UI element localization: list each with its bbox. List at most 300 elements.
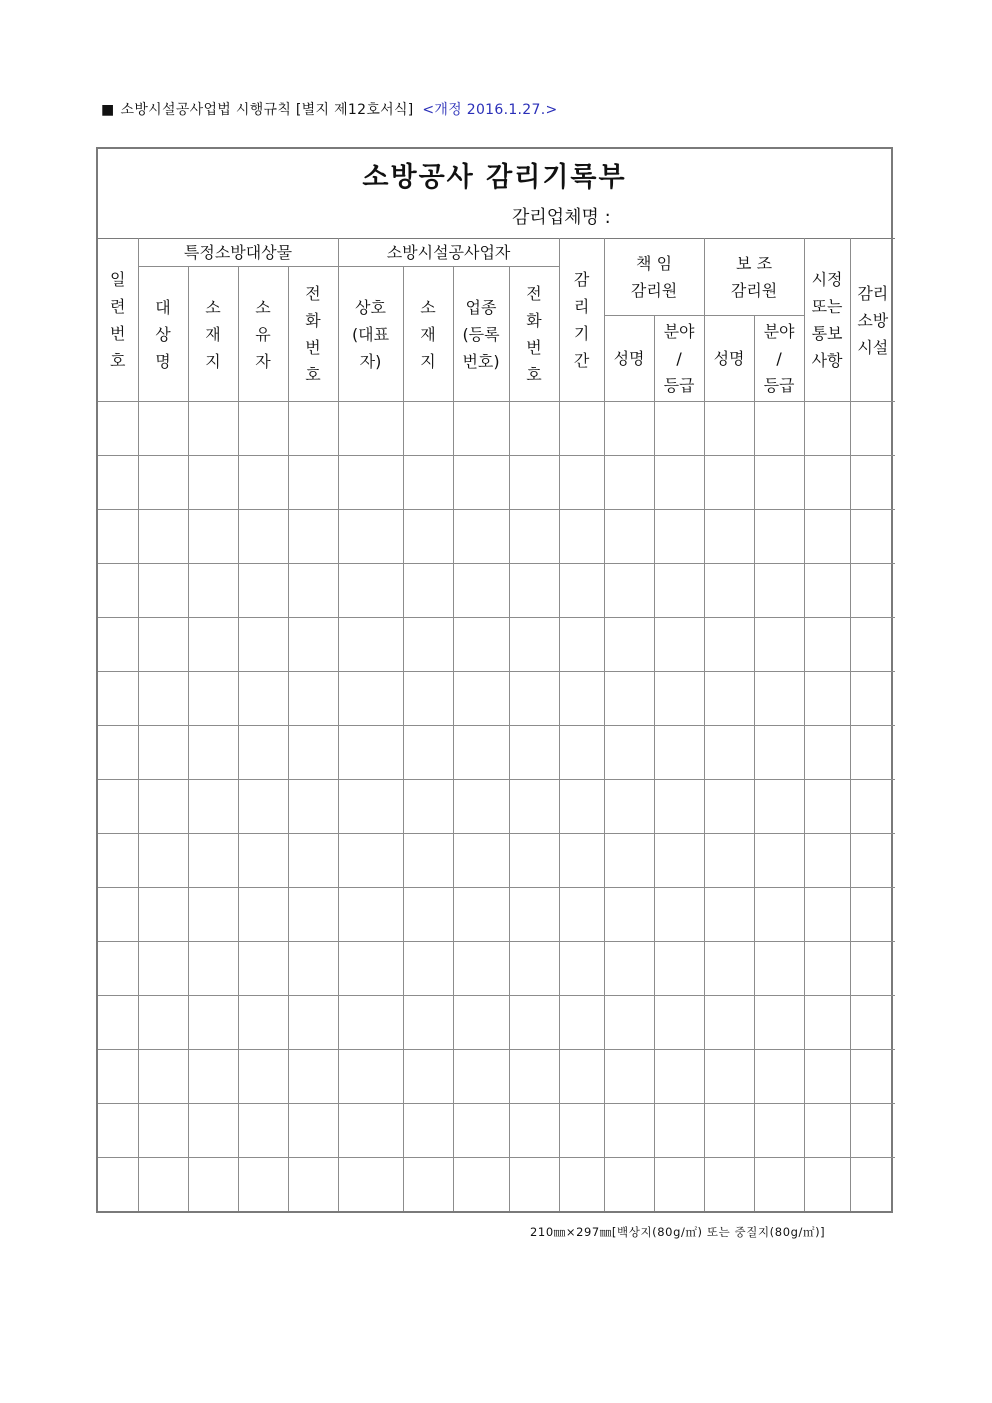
header-line: 소 — [255, 297, 271, 317]
header-line: 상 — [155, 324, 171, 344]
blank-cell[interactable] — [138, 510, 188, 564]
blank-cell[interactable] — [403, 1158, 453, 1212]
blank-cell[interactable] — [754, 618, 804, 672]
header-contractor-business-text — [454, 294, 509, 375]
blank-cell[interactable] — [654, 672, 704, 726]
blank-cell[interactable] — [98, 780, 138, 834]
blank-cell[interactable] — [403, 510, 453, 564]
blank-cell[interactable] — [850, 888, 895, 942]
blank-cell[interactable] — [453, 1104, 509, 1158]
blank-cell[interactable] — [604, 1104, 654, 1158]
blank-cell[interactable] — [338, 888, 403, 942]
blank-cell[interactable] — [850, 834, 895, 888]
blank-cell[interactable] — [604, 618, 654, 672]
blank-cell[interactable] — [604, 402, 654, 456]
blank-cell[interactable] — [238, 1050, 288, 1104]
blank-cell[interactable] — [238, 1104, 288, 1158]
blank-cell[interactable] — [754, 726, 804, 780]
blank-cell[interactable] — [338, 618, 403, 672]
header-line: 명 — [155, 351, 171, 371]
blank-cell[interactable] — [704, 1050, 754, 1104]
legal-basis-text: 소방시설공사업법 시행규칙 [별지 제12호서식] — [120, 102, 414, 118]
blank-cell[interactable] — [509, 942, 559, 996]
header-contractor-name-text — [339, 294, 403, 375]
blank-cell[interactable] — [338, 726, 403, 780]
blank-cell[interactable] — [98, 618, 138, 672]
blank-cell[interactable] — [453, 402, 509, 456]
blank-cell[interactable] — [238, 780, 288, 834]
table-row — [98, 996, 895, 1050]
blank-cell[interactable] — [288, 564, 338, 618]
blank-cell[interactable] — [804, 564, 850, 618]
revision-note: <개정 2016.1.27.> — [422, 102, 558, 118]
blank-cell[interactable] — [804, 672, 850, 726]
table-row — [98, 402, 895, 456]
blank-cell[interactable] — [654, 564, 704, 618]
blank-cell[interactable] — [138, 618, 188, 672]
blank-cell[interactable] — [754, 1104, 804, 1158]
blank-cell[interactable] — [138, 888, 188, 942]
blank-cell[interactable] — [559, 456, 604, 510]
blank-cell[interactable] — [559, 942, 604, 996]
blank-cell[interactable] — [98, 1104, 138, 1158]
blank-cell[interactable] — [509, 1158, 559, 1212]
blank-cell[interactable] — [804, 726, 850, 780]
blank-cell[interactable] — [754, 510, 804, 564]
header-line: 지 — [420, 351, 436, 371]
blank-cell[interactable] — [403, 888, 453, 942]
blank-cell[interactable] — [804, 510, 850, 564]
header-facility — [850, 239, 895, 402]
header-line: 시정 — [811, 270, 843, 289]
blank-cell[interactable] — [559, 888, 604, 942]
blank-cell[interactable] — [338, 510, 403, 564]
blank-cell[interactable] — [238, 618, 288, 672]
form-title: 소방공사 감리기록부 — [362, 162, 627, 193]
header-assistant-name: 성명 — [704, 316, 754, 402]
blank-cell[interactable] — [654, 1158, 704, 1212]
blank-cell[interactable] — [704, 618, 754, 672]
blank-cell[interactable] — [403, 1050, 453, 1104]
blank-cell[interactable] — [704, 780, 754, 834]
blank-cell[interactable] — [138, 456, 188, 510]
blank-cell[interactable] — [338, 780, 403, 834]
blank-cell[interactable] — [850, 456, 895, 510]
blank-cell[interactable] — [188, 672, 238, 726]
blank-cell[interactable] — [704, 942, 754, 996]
blank-cell[interactable] — [654, 996, 704, 1050]
blank-cell[interactable] — [98, 726, 138, 780]
blank-cell[interactable] — [138, 1050, 188, 1104]
blank-cell[interactable] — [98, 1158, 138, 1212]
header-line: 사항 — [811, 351, 843, 370]
blank-cell[interactable] — [188, 1050, 238, 1104]
blank-cell[interactable] — [403, 996, 453, 1050]
blank-cell[interactable] — [804, 996, 850, 1050]
blank-cell[interactable] — [238, 888, 288, 942]
header-line: 등급 — [663, 376, 695, 395]
header-line: (등록 — [462, 324, 500, 344]
blank-cell[interactable] — [754, 1158, 804, 1212]
header-assistant-field — [754, 316, 804, 402]
blank-cell[interactable] — [754, 996, 804, 1050]
blank-cell[interactable] — [138, 1104, 188, 1158]
blank-cell[interactable] — [604, 510, 654, 564]
header-line: (대표 — [351, 324, 390, 344]
blank-cell[interactable] — [559, 618, 604, 672]
blank-cell[interactable] — [288, 1158, 338, 1212]
blank-cell[interactable] — [453, 510, 509, 564]
blank-cell[interactable] — [453, 456, 509, 510]
blank-cell[interactable] — [559, 564, 604, 618]
blank-cell[interactable] — [654, 942, 704, 996]
header-target-phone — [288, 267, 338, 402]
blank-cell[interactable] — [188, 402, 238, 456]
blank-cell[interactable] — [754, 780, 804, 834]
blank-cell[interactable] — [850, 1050, 895, 1104]
blank-cell[interactable] — [704, 834, 754, 888]
blank-cell[interactable] — [604, 672, 654, 726]
blank-cell[interactable] — [98, 564, 138, 618]
blank-cell[interactable] — [238, 996, 288, 1050]
blank-cell[interactable] — [850, 564, 895, 618]
blank-cell[interactable] — [288, 1050, 338, 1104]
blank-cell[interactable] — [509, 726, 559, 780]
blank-cell[interactable] — [559, 726, 604, 780]
blank-cell[interactable] — [654, 888, 704, 942]
blank-cell[interactable] — [188, 1158, 238, 1212]
blank-cell[interactable] — [804, 402, 850, 456]
blank-cell[interactable] — [238, 564, 288, 618]
blank-cell[interactable] — [98, 672, 138, 726]
blank-cell[interactable] — [850, 402, 895, 456]
blank-cell[interactable] — [453, 888, 509, 942]
header-line: 책 임 — [636, 254, 673, 273]
blank-cell[interactable] — [604, 834, 654, 888]
blank-cell[interactable] — [188, 996, 238, 1050]
blank-cell[interactable] — [850, 510, 895, 564]
blank-cell[interactable] — [403, 672, 453, 726]
blank-cell[interactable] — [403, 942, 453, 996]
blank-cell[interactable] — [188, 456, 238, 510]
blank-cell[interactable] — [654, 456, 704, 510]
blank-cell[interactable] — [453, 942, 509, 996]
blank-cell[interactable] — [704, 1104, 754, 1158]
blank-cell[interactable] — [704, 510, 754, 564]
blank-cell[interactable] — [559, 1158, 604, 1212]
blank-cell[interactable] — [338, 1158, 403, 1212]
blank-cell[interactable] — [754, 564, 804, 618]
blank-cell[interactable] — [453, 672, 509, 726]
blank-cell[interactable] — [338, 1050, 403, 1104]
blank-cell[interactable] — [188, 618, 238, 672]
blank-cell[interactable] — [654, 1104, 704, 1158]
blank-cell[interactable] — [850, 780, 895, 834]
blank-cell[interactable] — [288, 510, 338, 564]
blank-cell[interactable] — [604, 1158, 654, 1212]
blank-cell[interactable] — [98, 510, 138, 564]
blank-cell[interactable] — [403, 780, 453, 834]
table-row — [98, 1104, 895, 1158]
blank-cell[interactable] — [138, 834, 188, 888]
form-frame — [96, 147, 893, 1213]
blank-cell[interactable] — [238, 510, 288, 564]
header-assistant-field-text — [755, 318, 804, 399]
blank-cell[interactable] — [559, 402, 604, 456]
table-row — [98, 834, 895, 888]
blank-cell[interactable] — [604, 780, 654, 834]
blank-cell[interactable] — [338, 564, 403, 618]
header-line: 분야 — [763, 322, 795, 341]
blank-cell[interactable] — [288, 618, 338, 672]
blank-cell[interactable] — [288, 402, 338, 456]
blank-cell[interactable] — [188, 1104, 238, 1158]
table-row — [98, 456, 895, 510]
header-contractor-business — [453, 267, 509, 402]
blank-cell[interactable] — [604, 888, 654, 942]
blank-cell[interactable] — [98, 834, 138, 888]
blank-cell[interactable] — [804, 1104, 850, 1158]
blank-cell[interactable] — [188, 780, 238, 834]
blank-cell[interactable] — [804, 888, 850, 942]
blank-cell[interactable] — [403, 618, 453, 672]
blank-cell[interactable] — [804, 780, 850, 834]
blank-cell[interactable] — [559, 780, 604, 834]
table-row — [98, 672, 895, 726]
blank-cell[interactable] — [754, 942, 804, 996]
blank-cell[interactable] — [509, 996, 559, 1050]
header-facility-text — [851, 280, 896, 361]
blank-cell[interactable] — [138, 1158, 188, 1212]
blank-cell[interactable] — [338, 834, 403, 888]
blank-cell[interactable] — [338, 402, 403, 456]
blank-cell[interactable] — [98, 996, 138, 1050]
blank-cell[interactable] — [509, 456, 559, 510]
header-line: 련 — [110, 297, 126, 316]
blank-cell[interactable] — [238, 456, 288, 510]
blank-cell[interactable] — [288, 942, 338, 996]
header-line: 일 — [110, 270, 126, 289]
blank-cell[interactable] — [559, 1050, 604, 1104]
blank-cell[interactable] — [288, 1104, 338, 1158]
blank-cell[interactable] — [403, 402, 453, 456]
header-line: 자) — [359, 351, 382, 371]
blank-cell[interactable] — [238, 834, 288, 888]
blank-cell[interactable] — [338, 456, 403, 510]
blank-cell[interactable] — [654, 1050, 704, 1104]
blank-cell[interactable] — [704, 996, 754, 1050]
header-line: 리 — [573, 297, 590, 316]
blank-cell[interactable] — [403, 1104, 453, 1158]
blank-cell[interactable] — [704, 888, 754, 942]
blank-cell[interactable] — [654, 402, 704, 456]
blank-cell[interactable] — [453, 726, 509, 780]
blank-cell[interactable] — [138, 726, 188, 780]
blank-cell[interactable] — [704, 726, 754, 780]
header-assistant-supervisor — [704, 239, 804, 316]
blank-cell[interactable] — [453, 1158, 509, 1212]
blank-cell[interactable] — [453, 996, 509, 1050]
blank-cell[interactable] — [509, 888, 559, 942]
blank-cell[interactable] — [238, 942, 288, 996]
blank-cell[interactable] — [98, 888, 138, 942]
blank-cell[interactable] — [138, 564, 188, 618]
header-line: 화 — [526, 311, 542, 330]
blank-cell[interactable] — [509, 672, 559, 726]
blank-cell[interactable] — [654, 510, 704, 564]
blank-cell[interactable] — [509, 510, 559, 564]
header-line: 재 — [420, 324, 436, 344]
blank-cell[interactable] — [138, 402, 188, 456]
blank-cell[interactable] — [654, 618, 704, 672]
header-chief-field — [654, 316, 704, 402]
header-line: 번 — [526, 338, 542, 357]
blank-cell[interactable] — [98, 1050, 138, 1104]
blank-cell[interactable] — [850, 1104, 895, 1158]
company-label: 감리업체명 : — [512, 207, 611, 228]
header-line: 감 — [573, 270, 590, 289]
blank-cell[interactable] — [754, 834, 804, 888]
header-line: 번호) — [462, 351, 500, 371]
blank-cell[interactable] — [188, 510, 238, 564]
blank-cell[interactable] — [559, 996, 604, 1050]
blank-cell[interactable] — [604, 456, 654, 510]
blank-cell[interactable] — [559, 834, 604, 888]
blank-cell[interactable] — [509, 1050, 559, 1104]
blank-cell[interactable] — [604, 1050, 654, 1104]
blank-cell[interactable] — [754, 456, 804, 510]
blank-cell[interactable] — [403, 726, 453, 780]
blank-cell[interactable] — [288, 726, 338, 780]
blank-cell[interactable] — [138, 996, 188, 1050]
header-line: 화 — [305, 311, 321, 330]
blank-cell[interactable] — [338, 672, 403, 726]
blank-cell[interactable] — [98, 456, 138, 510]
blank-cell[interactable] — [704, 402, 754, 456]
header-period-text — [560, 266, 604, 374]
table-row — [98, 1158, 895, 1212]
blank-cell[interactable] — [288, 780, 338, 834]
blank-cell[interactable] — [338, 1104, 403, 1158]
blank-cell[interactable] — [804, 942, 850, 996]
blank-cell[interactable] — [403, 456, 453, 510]
header-line: 대 — [155, 297, 171, 317]
blank-cell[interactable] — [604, 942, 654, 996]
blank-cell[interactable] — [188, 942, 238, 996]
blank-cell[interactable] — [288, 456, 338, 510]
header-line: 지 — [205, 351, 221, 371]
blank-cell[interactable] — [238, 1158, 288, 1212]
blank-cell[interactable] — [850, 942, 895, 996]
blank-cell[interactable] — [453, 834, 509, 888]
blank-cell[interactable] — [850, 726, 895, 780]
blank-cell[interactable] — [453, 564, 509, 618]
blank-cell[interactable] — [704, 564, 754, 618]
blank-cell[interactable] — [604, 996, 654, 1050]
blank-cell[interactable] — [804, 834, 850, 888]
blank-cell[interactable] — [604, 564, 654, 618]
blank-cell[interactable] — [338, 996, 403, 1050]
header-line: 간 — [573, 351, 590, 370]
blank-cell[interactable] — [338, 942, 403, 996]
blank-cell[interactable] — [188, 888, 238, 942]
blank-cell[interactable] — [403, 564, 453, 618]
blank-cell[interactable] — [804, 1050, 850, 1104]
blank-cell[interactable] — [509, 402, 559, 456]
blank-cell[interactable] — [98, 402, 138, 456]
blank-cell[interactable] — [138, 672, 188, 726]
blank-cell[interactable] — [403, 834, 453, 888]
blank-cell[interactable] — [850, 1158, 895, 1212]
blank-cell[interactable] — [238, 672, 288, 726]
header-line: 보 조 — [736, 254, 773, 273]
blank-cell[interactable] — [453, 780, 509, 834]
blank-cell[interactable] — [604, 726, 654, 780]
blank-cell[interactable] — [654, 834, 704, 888]
blank-cell[interactable] — [188, 834, 238, 888]
blank-cell[interactable] — [704, 1158, 754, 1212]
blank-cell[interactable] — [509, 834, 559, 888]
blank-cell[interactable] — [559, 1104, 604, 1158]
blank-cell[interactable] — [453, 618, 509, 672]
blank-cell[interactable] — [138, 942, 188, 996]
blank-cell[interactable] — [453, 1050, 509, 1104]
blank-cell[interactable] — [98, 942, 138, 996]
blank-cell[interactable] — [754, 672, 804, 726]
blank-cell[interactable] — [850, 672, 895, 726]
header-line: 전 — [305, 284, 321, 303]
table-row — [98, 564, 895, 618]
blank-cell[interactable] — [509, 618, 559, 672]
header-line: 기 — [573, 324, 590, 343]
blank-cell[interactable] — [509, 780, 559, 834]
blank-cell[interactable] — [288, 672, 338, 726]
blank-cell[interactable] — [138, 780, 188, 834]
header-line: 소방 — [857, 310, 889, 330]
blank-cell[interactable] — [238, 726, 288, 780]
blank-cell[interactable] — [288, 834, 338, 888]
blank-cell[interactable] — [509, 1104, 559, 1158]
blank-cell[interactable] — [850, 618, 895, 672]
blank-cell[interactable] — [850, 996, 895, 1050]
blank-cell[interactable] — [704, 456, 754, 510]
blank-cell[interactable] — [238, 402, 288, 456]
blank-cell[interactable] — [509, 564, 559, 618]
header-contractor-name — [338, 267, 403, 402]
header-line: 호 — [110, 351, 126, 370]
blank-cell[interactable] — [754, 402, 804, 456]
blank-cell[interactable] — [188, 726, 238, 780]
blank-cell[interactable] — [654, 780, 704, 834]
blank-cell[interactable] — [288, 888, 338, 942]
header-contractor-phone — [509, 267, 559, 402]
blank-cell[interactable] — [804, 1158, 850, 1212]
blank-cell[interactable] — [559, 672, 604, 726]
header-line: 또는 — [811, 297, 843, 316]
blank-cell[interactable] — [804, 618, 850, 672]
blank-cell[interactable] — [804, 456, 850, 510]
blank-cell[interactable] — [754, 1050, 804, 1104]
blank-cell[interactable] — [654, 726, 704, 780]
header-line: 호 — [305, 365, 321, 384]
header-contractor-phone-text — [510, 280, 559, 388]
blank-cell[interactable] — [704, 672, 754, 726]
blank-cell[interactable] — [288, 996, 338, 1050]
blank-cell[interactable] — [754, 888, 804, 942]
table-row — [98, 942, 895, 996]
blank-cell[interactable] — [559, 510, 604, 564]
blank-cell[interactable] — [188, 564, 238, 618]
